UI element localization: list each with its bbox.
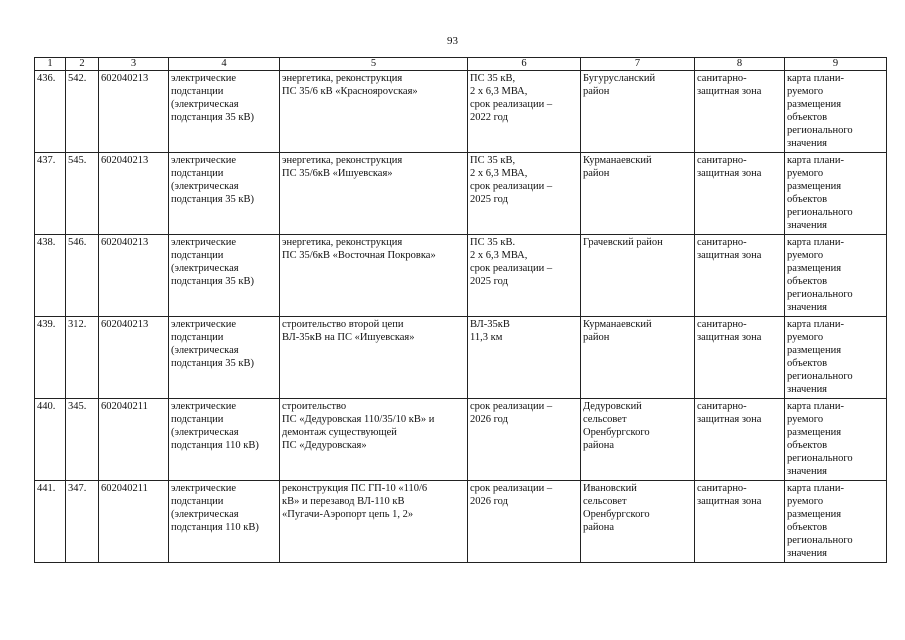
cell-object-type: электрические подстанции (электрическая подстанция 35 кВ) <box>169 153 280 235</box>
objects-table <box>34 57 887 563</box>
cell-row-number: 441. <box>35 481 66 563</box>
table-row <box>35 235 887 317</box>
cell-location: Бугурусланский район <box>581 71 695 153</box>
cell-zone: санитарно- защитная зона <box>695 317 785 399</box>
cell-description: реконструкция ПС ГП-10 «110/6 кВ» и перезавод ВЛ-110 кВ «Пугачи-Аэропорт цепь 1, 2» <box>280 481 468 563</box>
cell-description: строительство второй цепи ВЛ-35кВ на ПС «Ишуевская» <box>280 317 468 399</box>
table-row <box>35 153 887 235</box>
header-row <box>35 58 887 71</box>
cell-object-type: электрические подстанции (электрическая подстанция 35 кВ) <box>169 71 280 153</box>
cell-location: Дедуровский сельсовет Оренбургского района <box>581 399 695 481</box>
cell-ref-number: 312. <box>66 317 99 399</box>
column-header-1: 1 <box>35 58 66 71</box>
column-header-3: 3 <box>99 58 169 71</box>
cell-row-number: 440. <box>35 399 66 481</box>
column-header-8: 8 <box>695 58 785 71</box>
cell-row-number: 437. <box>35 153 66 235</box>
cell-characteristics: срок реализации – 2026 год <box>468 481 581 563</box>
column-header-2: 2 <box>66 58 99 71</box>
column-header-6: 6 <box>468 58 581 71</box>
cell-ref-number: 542. <box>66 71 99 153</box>
cell-description: строительство ПС «Дедуровская 110/35/10 кВ» и демонтаж существующей ПС «Дедуровская» <box>280 399 468 481</box>
cell-characteristics: ВЛ-35кВ 11,3 км <box>468 317 581 399</box>
cell-code: 602040213 <box>99 71 169 153</box>
cell-ref-number: 345. <box>66 399 99 481</box>
table-row <box>35 481 887 563</box>
cell-location: Ивановский сельсовет Оренбургского района <box>581 481 695 563</box>
cell-characteristics: ПС 35 кВ, 2 х 6,3 МВА, срок реализации – 2022 год <box>468 71 581 153</box>
cell-map: карта плани- руемого размещения объектов регионального значения <box>785 235 887 317</box>
cell-map: карта плани- руемого размещения объектов регионального значения <box>785 153 887 235</box>
cell-map: карта плани- руемого размещения объектов регионального значения <box>785 399 887 481</box>
cell-description: энергетика, реконструкция ПС 35/6кВ «Ишуевская» <box>280 153 468 235</box>
page-number: 93 <box>447 35 458 47</box>
cell-location: Грачевский район <box>581 235 695 317</box>
table-row <box>35 71 887 153</box>
cell-description: энергетика, реконструкция ПС 35/6кВ «Восточная Покровка» <box>280 235 468 317</box>
cell-zone: санитарно- защитная зона <box>695 399 785 481</box>
cell-row-number: 436. <box>35 71 66 153</box>
cell-code: 602040213 <box>99 235 169 317</box>
cell-ref-number: 545. <box>66 153 99 235</box>
table-row <box>35 399 887 481</box>
cell-code: 602040213 <box>99 317 169 399</box>
cell-row-number: 438. <box>35 235 66 317</box>
cell-zone: санитарно- защитная зона <box>695 481 785 563</box>
cell-zone: санитарно- защитная зона <box>695 235 785 317</box>
cell-object-type: электрические подстанции (электрическая подстанция 35 кВ) <box>169 235 280 317</box>
cell-description: энергетика, реконструкция ПС 35/6 кВ «Красноярovская» <box>280 71 468 153</box>
cell-row-number: 439. <box>35 317 66 399</box>
cell-object-type: электрические подстанции (электрическая подстанция 110 кВ) <box>169 399 280 481</box>
cell-ref-number: 347. <box>66 481 99 563</box>
table-row <box>35 317 887 399</box>
cell-zone: санитарно- защитная зона <box>695 71 785 153</box>
column-header-4: 4 <box>169 58 280 71</box>
cell-object-type: электрические подстанции (электрическая подстанция 110 кВ) <box>169 481 280 563</box>
cell-code: 602040211 <box>99 399 169 481</box>
cell-characteristics: ПС 35 кВ, 2 х 6,3 МВА, срок реализации – 2025 год <box>468 153 581 235</box>
cell-object-type: электрические подстанции (электрическая подстанция 35 кВ) <box>169 317 280 399</box>
cell-characteristics: срок реализации – 2026 год <box>468 399 581 481</box>
cell-ref-number: 546. <box>66 235 99 317</box>
cell-location: Курманаевский район <box>581 153 695 235</box>
cell-code: 602040211 <box>99 481 169 563</box>
cell-code: 602040213 <box>99 153 169 235</box>
cell-location: Курманаевский район <box>581 317 695 399</box>
cell-characteristics: ПС 35 кВ. 2 х 6,3 МВА, срок реализации – 2025 год <box>468 235 581 317</box>
cell-map: карта плани- руемого размещения объектов регионального значения <box>785 317 887 399</box>
column-header-5: 5 <box>280 58 468 71</box>
cell-zone: санитарно- защитная зона <box>695 153 785 235</box>
cell-map: карта плани- руемого размещения объектов регионального значения <box>785 481 887 563</box>
column-header-9: 9 <box>785 58 887 71</box>
column-header-7: 7 <box>581 58 695 71</box>
cell-map: карта плани- руемого размещения объектов регионального значения <box>785 71 887 153</box>
